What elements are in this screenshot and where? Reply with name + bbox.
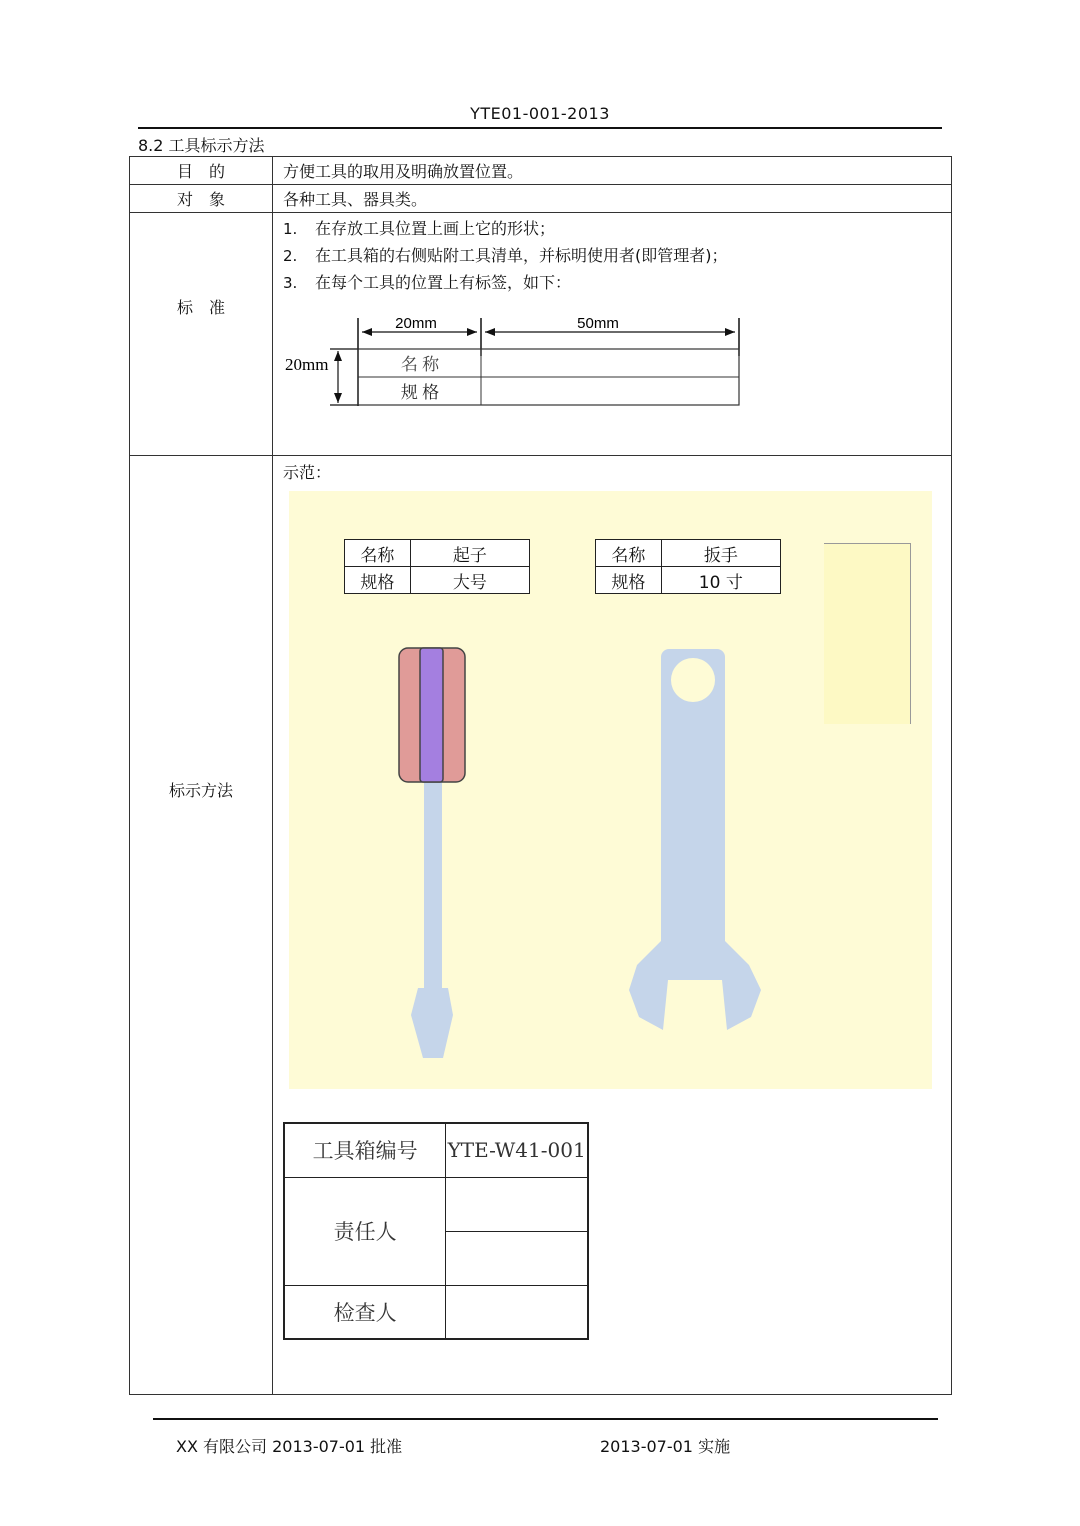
footer-rule — [153, 1418, 938, 1420]
wrench-jaw — [629, 941, 761, 1030]
inspector-value — [446, 1285, 588, 1339]
tag-value: 起子 — [410, 540, 529, 567]
wrench-label-tag — [595, 539, 781, 594]
standard-item — [283, 215, 941, 242]
standard-label-text: 标 准 — [176, 297, 225, 317]
footer-approval: XX 有限公司 2013-07-01 批准 — [176, 1437, 403, 1456]
row-purpose — [130, 157, 952, 185]
tag-key: 名称 — [596, 540, 662, 567]
toolbox-card — [283, 1122, 589, 1340]
section-title: 8.2 工具标示方法 — [138, 136, 265, 155]
arrow-head — [725, 328, 735, 336]
item-number: 3. — [283, 274, 298, 292]
toolbox-no-value: YTE-W41-001 — [446, 1123, 588, 1177]
arrow-head — [362, 328, 372, 336]
arrow-head — [485, 328, 495, 336]
toolbox-no-label: 工具箱编号 — [284, 1123, 446, 1177]
arrow-head — [467, 328, 477, 336]
wrench-ring-hole — [671, 658, 715, 702]
arrow-head — [334, 351, 342, 361]
inspector-label: 检查人 — [284, 1285, 446, 1339]
object-label: 对 象 — [130, 185, 273, 213]
screwdriver-tip — [411, 988, 453, 1058]
dim-label-width-2: 50mm — [577, 315, 619, 332]
method-label-text: 标示方法 — [168, 780, 233, 800]
tag-value: 扳手 — [661, 540, 780, 567]
label-row-spec: 规 格 — [400, 383, 440, 402]
tag-value: 10 寸 — [661, 567, 780, 594]
owner-value-1 — [446, 1177, 588, 1231]
label-dimension-diagram — [280, 312, 750, 412]
tool-list-card — [824, 543, 911, 724]
item-text: 在存放工具位置上画上它的形状； — [315, 219, 556, 238]
purpose-label: 目 的 — [130, 157, 273, 185]
tag-value: 大号 — [410, 567, 529, 594]
tag-key: 规格 — [596, 567, 662, 594]
document-code: YTE01-001-2013 — [470, 104, 610, 123]
footer-effective: 2013-07-01 实施 — [600, 1437, 731, 1456]
screwdriver-shaft — [424, 780, 442, 990]
standard-list — [283, 215, 941, 296]
method-label — [130, 456, 273, 1395]
screwdriver-label-tag — [344, 539, 530, 594]
demo-title: 示范： — [283, 463, 332, 482]
owner-value-2 — [446, 1231, 588, 1285]
standard-item — [283, 269, 941, 296]
dim-label-width-1: 20mm — [395, 315, 437, 332]
dim-label-height: 20mm — [285, 355, 329, 374]
screwdriver-handle-stripe — [420, 648, 443, 782]
item-number: 1. — [283, 220, 298, 238]
label-row-name: 名 称 — [400, 355, 440, 374]
item-text: 在每个工具的位置上有标签，如下： — [315, 273, 572, 292]
standard-label — [130, 213, 273, 456]
item-number: 2. — [283, 247, 298, 265]
purpose-value: 方便工具的取用及明确放置位置。 — [273, 157, 952, 185]
standard-item — [283, 242, 941, 269]
item-text: 在工具箱的右侧贴附工具清单，并标明使用者(即管理者)； — [315, 246, 728, 265]
wrench-outline — [625, 645, 765, 1035]
row-object — [130, 185, 952, 213]
object-value: 各种工具、器具类。 — [273, 185, 952, 213]
tag-key: 规格 — [345, 567, 411, 594]
tag-key: 名称 — [345, 540, 411, 567]
header-rule — [138, 127, 942, 129]
screwdriver-outline — [390, 640, 480, 1065]
arrow-head — [334, 393, 342, 403]
owner-label: 责任人 — [284, 1177, 446, 1285]
